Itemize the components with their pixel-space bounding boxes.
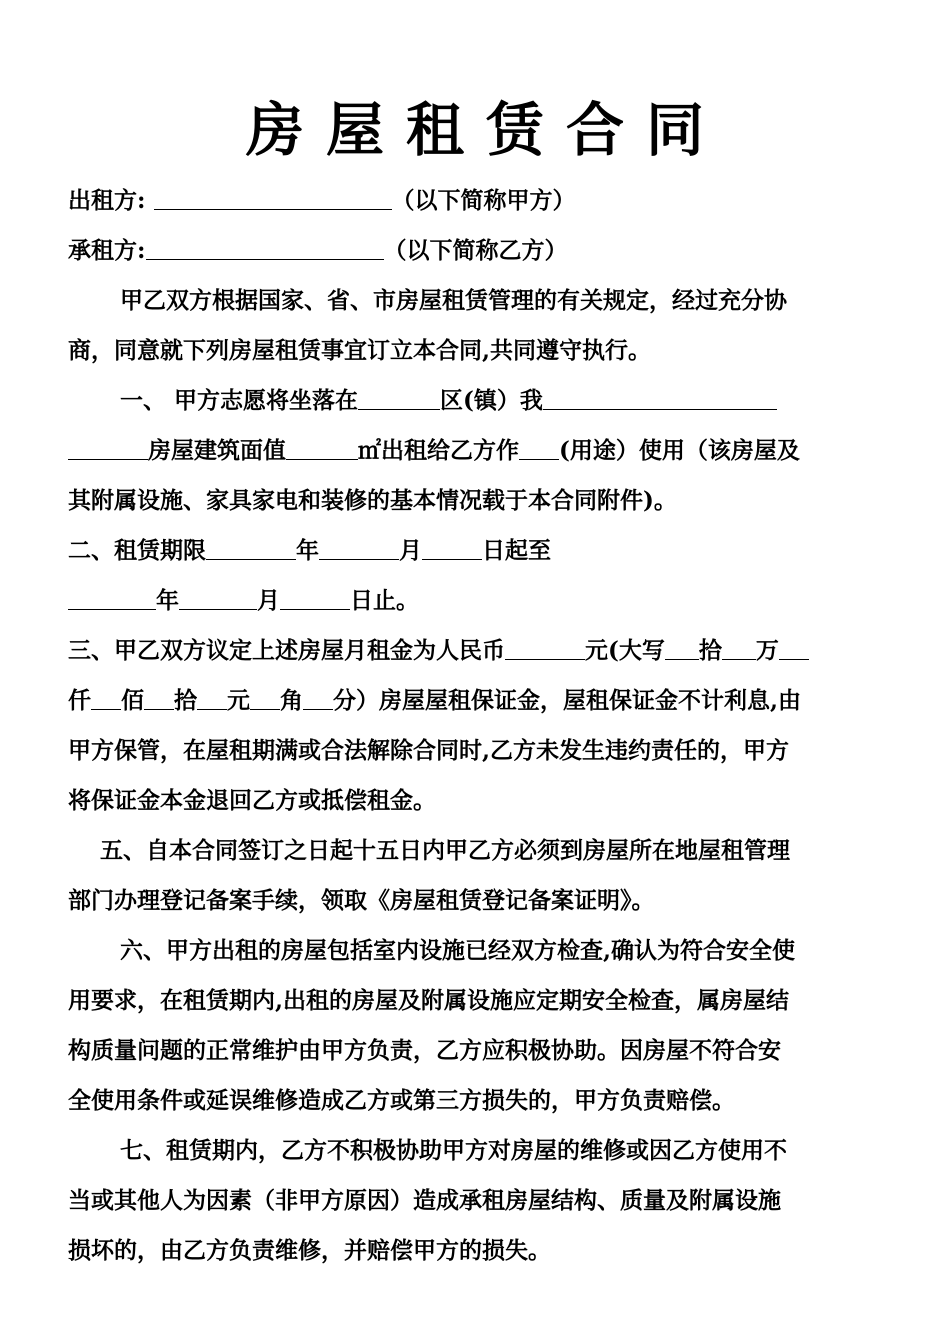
blank-field [319, 537, 399, 560]
text-segment: 角 [280, 687, 303, 714]
text-segment: 全使用条件或延误维修造成乙方或第三方损失的，甲方负责赔偿。 [68, 1087, 735, 1114]
text-segment: ㎡出租给乙方作 [358, 437, 519, 464]
text-line [68, 586, 419, 616]
blank-field [422, 537, 482, 560]
text-segment: 仟 [68, 687, 91, 714]
text-segment: 年 [156, 587, 179, 614]
text-line [68, 786, 436, 816]
clause-7-line [120, 1136, 787, 1166]
blank-field [286, 437, 358, 460]
lessee-line [68, 236, 568, 266]
text-segment: 拾 [698, 637, 722, 664]
text-line [68, 1086, 735, 1116]
text-segment: 部门办理登记备案手续，领取《房屋租赁登记备案证明》。 [68, 887, 655, 914]
text-segment: 甲方保管，在屋租期满或合法解除合同时,乙方未发生违约责任的，甲方 [68, 737, 790, 764]
lessor-line [68, 186, 576, 216]
text-segment: 三、甲乙双方议定上述房屋月租金为人民币 [68, 637, 505, 664]
text-segment: 日起至 [482, 537, 551, 564]
clause-3-line [68, 636, 809, 666]
clause-6-line [120, 936, 795, 966]
text-segment: 五、自本合同签订之日起十五日内甲乙方必须到房屋所在地屋租管理 [100, 837, 790, 864]
text-segment: 万 [755, 637, 779, 664]
blank-field [543, 387, 777, 410]
text-line [68, 436, 800, 466]
clause-5-line [100, 836, 790, 866]
text-segment: 构质量问题的正常维护由甲方负责，乙方应积极协助。因房屋不符合安 [68, 1037, 781, 1064]
blank-field [68, 437, 148, 460]
document-title: 房屋租赁合同 [245, 96, 726, 164]
text-segment: 房屋建筑面值 [148, 437, 286, 464]
text-segment: 将保证金本金退回乙方或抵偿租金。 [68, 787, 436, 814]
blank-field [665, 637, 699, 660]
blank-field [146, 237, 384, 260]
text-line [68, 486, 677, 516]
text-line [68, 336, 651, 366]
blank-field [197, 687, 227, 710]
blank-field [250, 687, 280, 710]
text-segment: 商，同意就下列房屋租赁事宜订立本合同,共同遵守执行。 [68, 337, 652, 364]
lessor-label: 出租方: [68, 187, 154, 214]
text-segment: 损坏的，由乙方负责维修，并赔偿甲方的损失。 [68, 1237, 551, 1264]
text-segment: 元(大写 [585, 637, 665, 664]
blank-field [722, 637, 756, 660]
blank-field [358, 387, 440, 410]
text-line [68, 986, 789, 1016]
text-segment: 月 [399, 537, 422, 564]
blank-field [68, 587, 156, 610]
text-segment: 分）房屋屋租保证金，屋租保证金不计利息,由 [333, 687, 802, 714]
blank-field [154, 187, 392, 210]
text-line [68, 1186, 781, 1216]
text-segment: 佰 [121, 687, 144, 714]
blank-field [179, 587, 257, 610]
clause-1-line [120, 386, 777, 416]
text-segment: 日止。 [350, 587, 419, 614]
lessor-note: （以下简称甲方） [391, 187, 576, 214]
blank-field [144, 687, 174, 710]
text-line [68, 736, 789, 766]
text-segment: 当或其他人为因素（非甲方原因）造成承租房屋结构、质量及附属设施 [68, 1187, 781, 1214]
text-line [68, 1036, 781, 1066]
text-segment: 六、甲方出租的房屋包括室内设施已经双方检查,确认为符合安全使 [120, 937, 796, 964]
text-segment: 其附属设施、家具家电和装修的基本情况载于本合同附件)。 [68, 487, 677, 514]
blank-field [779, 637, 809, 660]
text-segment: 用要求，在租赁期内,出租的房屋及附属设施应定期安全检查，属房屋结 [68, 987, 790, 1014]
blank-field [505, 637, 585, 660]
text-segment: 甲乙双方根据国家、省、市房屋租赁管理的有关规定，经过充分协 [120, 287, 787, 314]
text-segment: 二、租赁期限 [68, 537, 206, 564]
blank-field [280, 587, 350, 610]
text-segment: 元 [227, 687, 250, 714]
lessee-label: 承租方: [68, 237, 146, 264]
lessee-note: （以下简称乙方） [383, 237, 568, 264]
blank-field [206, 537, 296, 560]
text-segment: 拾 [174, 687, 197, 714]
text-segment: 年 [296, 537, 319, 564]
text-line [120, 286, 787, 316]
blank-field [91, 687, 121, 710]
text-line [68, 886, 655, 916]
text-segment: 七、租赁期内，乙方不积极协助甲方对房屋的维修或因乙方使用不 [120, 1137, 787, 1164]
text-segment: 一、 甲方志愿将坐落在 [120, 387, 359, 414]
blank-field [303, 687, 333, 710]
text-segment: (用途）使用（该房屋及 [559, 437, 800, 464]
clause-2-line [68, 536, 551, 566]
text-segment: 区(镇）我 [440, 387, 543, 414]
text-segment: 月 [257, 587, 280, 614]
text-line [68, 686, 801, 716]
text-line [68, 1236, 551, 1266]
blank-field [519, 437, 559, 460]
